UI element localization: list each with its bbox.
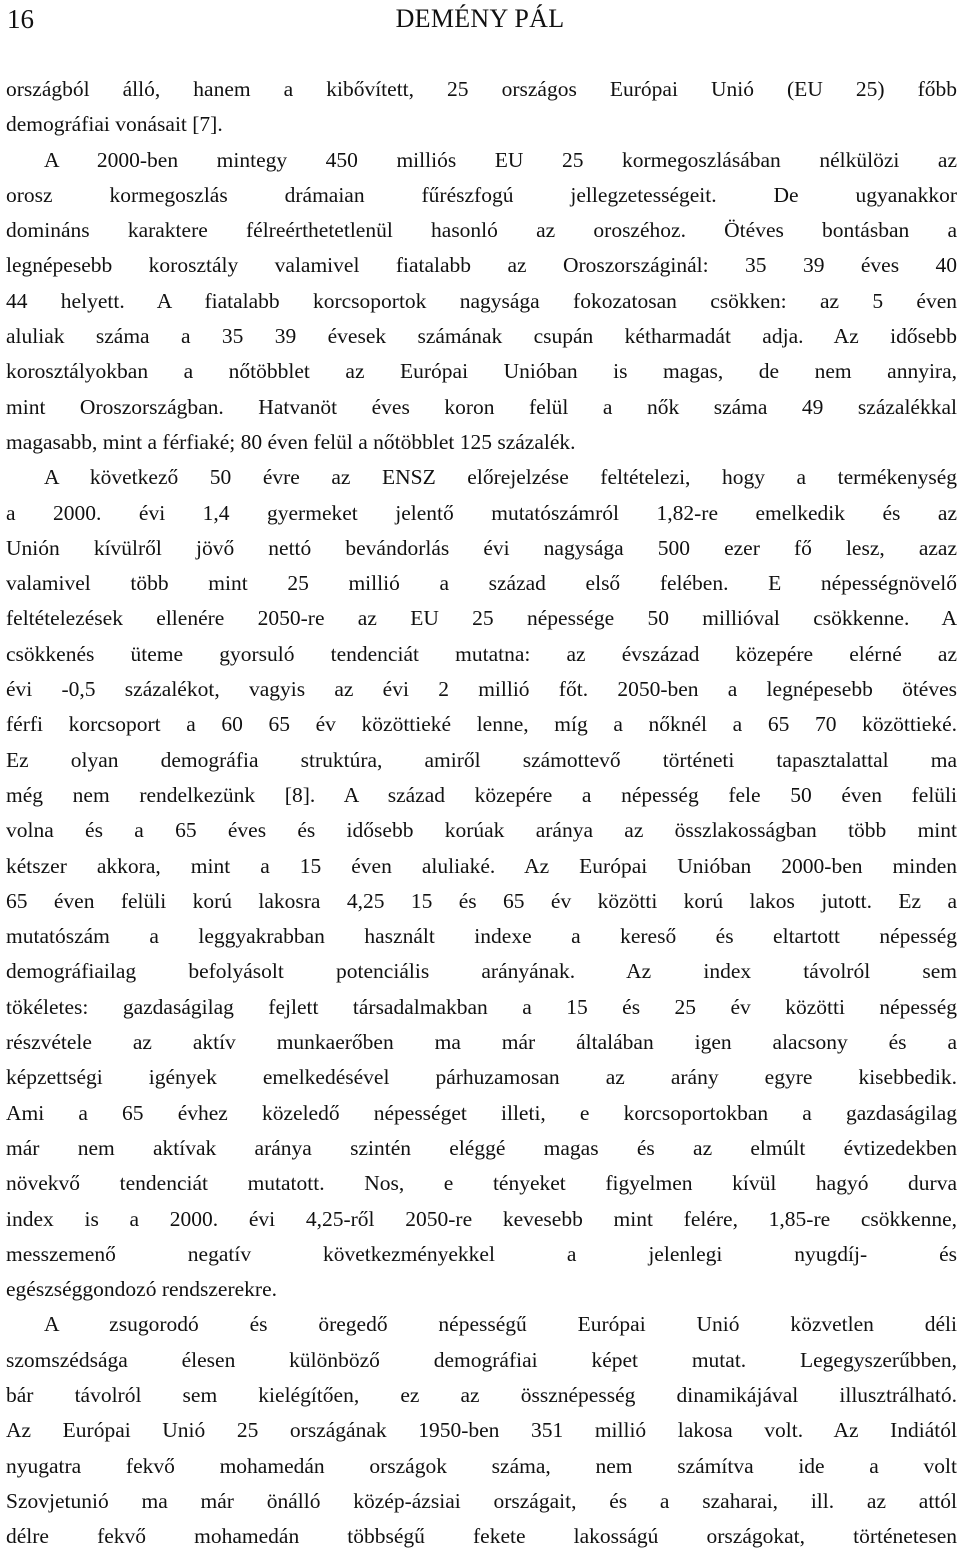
- text-line: korosztályokban a nőtöbblet az Európai Unióban is magas, de nem annyira,: [6, 359, 957, 384]
- text-line: volna és a 65 éves és idősebb korúak aránya az összlakosságban több mint: [6, 818, 957, 843]
- text-line: 65 éven felüli korú lakosra 4,25 15 és 65 év közötti korú lakos jutott. Ez a: [6, 888, 957, 913]
- text-line: Ez olyan demográfia struktúra, amiről számottevő történeti tapasztalattal ma: [6, 747, 957, 772]
- text-line: mutatószám a leggyakrabban használt indexe a kereső és eltartott népesség: [6, 924, 957, 949]
- text-line: csökkenés üteme gyorsuló tendenciát mutatna: az évszázad közepére elérné az: [6, 641, 957, 666]
- text-line: a 2000. évi 1,4 gyermeket jelentő mutatószámról 1,82-re emelkedik és az: [6, 500, 957, 525]
- text-line: növekvő tendenciát mutatott. Nos, e tényeket figyelmen kívül hagyó durva: [6, 1171, 957, 1196]
- paragraph-first-line: A 2000-ben mintegy 450 milliós EU 25 kormegoszlásában nélkülözi az: [44, 147, 957, 172]
- text-line: valamivel több mint 25 millió a század első felében. E népességnövelő: [6, 571, 957, 596]
- text-line: 44 helyett. A fiatalabb korcsoportok nagysága fokozatosan csökken: az 5 éven: [6, 288, 957, 313]
- text-line: évi -0,5 százalékot, vagyis az évi 2 millió főt. 2050-ben a legnépesebb ötéves: [6, 677, 957, 702]
- text-line: orosz kormegoszlás drámaian fűrészfogú jellegzetességeit. De ugyanakkor: [6, 182, 957, 207]
- text-line: magasabb, mint a férfiaké; 80 éven felül a nőtöbblet 125 százalék.: [6, 429, 576, 454]
- running-head-author: DEMÉNY PÁL: [395, 4, 565, 33]
- text-line: kétszer akkora, mint a 15 éven aluliaké. Az Európai Unióban 2000-ben minden: [6, 853, 957, 878]
- page-header: [0, 2, 960, 38]
- text-line: már nem aktívak aránya szintén eléggé magas és az elmúlt évtizedekben: [6, 1135, 957, 1160]
- text-line: országból álló, hanem a kibővített, 25 országos Európai Unió (EU 25) főbb: [6, 77, 957, 101]
- text-line: képzettségi igények emelkedésével párhuzamosan az arány egyre kisebbedik.: [6, 1065, 957, 1090]
- page-number: 16: [7, 4, 34, 34]
- text-line: szomszédsága élesen különböző demográfiai képet mutat. Legegyszerűbben,: [6, 1347, 957, 1372]
- paragraph-first-line: A zsugorodó és öregedő népességű Európai Unió közvetlen déli: [44, 1312, 957, 1337]
- text-line: egészséggondozó rendszerekre.: [6, 1277, 278, 1302]
- text-line: Unión kívülről jövő nettó bevándorlás évi nagysága 500 ezer fő lesz, azaz: [6, 535, 957, 560]
- text-line: demográfiailag befolyásolt potenciális arányának. Az index távolról sem: [6, 959, 957, 984]
- text-line: nyugatra fekvő mohamedán országok száma, nem számítva ide a volt: [6, 1453, 957, 1478]
- text-line: Ami a 65 évhez közeledő népességet illeti, e korcsoportokban a gazdaságilag: [6, 1100, 957, 1125]
- text-line: bár távolról sem kielégítően, ez az össznépesség dinamikájával illusztrálható.: [6, 1382, 957, 1407]
- paragraph-first-line: A következő 50 évre az ENSZ előrejelzése feltételezi, hogy a termékenység: [44, 465, 957, 490]
- text-line: Szovjetunió ma már önálló közép-ázsiai országait, és a szaharai, ill. az attól: [6, 1488, 957, 1513]
- text-line: demográfiai vonásait [7].: [6, 112, 223, 137]
- text-line: mint Oroszországban. Hatvanöt éves koron felül a nők száma 49 százalékkal: [6, 394, 957, 419]
- body-text: [6, 72, 957, 1554]
- text-line: délre fekvő mohamedán többségű fekete lakosságú országokat, történetesen: [6, 1524, 957, 1549]
- text-line: legnépesebb korosztály valamivel fiatalabb az Oroszországinál: 35 39 éves 40: [6, 253, 957, 278]
- text-line: férfi korcsoport a 60 65 év közöttieké lenne, míg a nőknél a 65 70 közöttieké.: [6, 712, 957, 737]
- text-line: Az Európai Unió 25 országának 1950-ben 351 millió lakosa volt. Az Indiától: [6, 1418, 957, 1443]
- text-line: index is a 2000. évi 4,25-ről 2050-re kevesebb mint felére, 1,85-re csökkenne,: [6, 1206, 957, 1231]
- text-line: messzemenő negatív következményekkel a jelenlegi nyugdíj- és: [6, 1241, 957, 1266]
- text-line: tökéletes: gazdaságilag fejlett társadalmakban a 15 és 25 év közötti népesség: [6, 994, 957, 1019]
- text-line: részvétele az aktív munkaerőben ma már általában igen alacsony és a: [6, 1030, 957, 1055]
- text-line: feltételezések ellenére 2050-re az EU 25 népessége 50 millióval csökkenne. A: [6, 606, 957, 631]
- text-line: még nem rendelkezünk [8]. A század közepére a népesség fele 50 éven felüli: [6, 782, 957, 807]
- text-line: aluliak száma a 35 39 évesek számának csupán kétharmadát adja. Az idősebb: [6, 324, 957, 349]
- text-line: domináns karaktere félreérthetetlenül hasonló az oroszéhoz. Ötéves bontásban a: [6, 218, 957, 243]
